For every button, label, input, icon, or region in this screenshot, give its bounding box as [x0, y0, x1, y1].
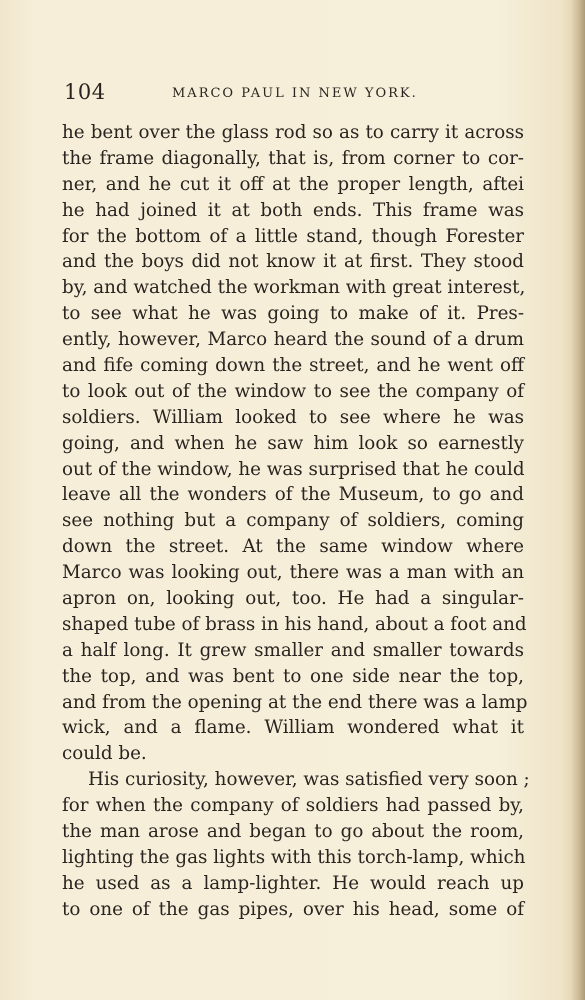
page-edge-shadow — [571, 0, 585, 1000]
text-line: for when the company of soldiers had passed by, — [62, 795, 524, 817]
text-line: the frame diagonally, that is, from corner to cor- — [62, 147, 524, 169]
text-line: to see what he was going to make of it. Pres- — [62, 303, 524, 325]
text-line: to look out of the window to see the company of — [62, 380, 524, 402]
text-line: to one of the gas pipes, over his head, some of — [62, 898, 524, 920]
text-line: Marco was looking out, there was a man with an — [62, 562, 524, 584]
text-line: could be. — [62, 743, 147, 765]
text-line: and from the opening at the end there was a lamp — [62, 691, 528, 713]
page-number: 104 — [64, 80, 106, 104]
text-line: ently, however, Marco heard the sound of a drum — [62, 329, 524, 351]
text-line: wick, and a flame. William wondered what it — [62, 717, 524, 739]
text-line: lighting the gas lights with this torch-lamp, which — [62, 846, 526, 868]
text-line: going, and when he saw him look so earnestly — [62, 432, 524, 454]
running-head: MARCO PAUL IN NEW YORK. — [172, 86, 418, 101]
text-line: and fife coming down the street, and he went off — [62, 355, 524, 377]
body-text — [62, 120, 530, 923]
text-line: the man arose and began to go about the room, — [62, 821, 524, 843]
text-line: His curiosity, however, was satisfied very soon ; — [88, 769, 530, 791]
text-line: he used as a lamp-lighter. He would reach up — [62, 872, 524, 894]
text-line: soldiers. William looked to see where he was — [62, 406, 524, 428]
text-line: and the boys did not know it at first. They stood — [62, 251, 524, 273]
text-line: down the street. At the same window where — [62, 536, 524, 558]
text-line: leave all the wonders of the Museum, to go and — [62, 484, 524, 506]
text-line: a half long. It grew smaller and smaller towards — [62, 639, 524, 661]
text-line: see nothing but a company of soldiers, coming — [62, 510, 524, 532]
text-line: ner, and he cut it off at the proper length, aftei — [62, 173, 524, 195]
text-line: for the bottom of a little stand, though Forester — [62, 225, 524, 247]
text-line: he bent over the glass rod so as to carry it across — [62, 122, 524, 143]
text-line: shaped tube of brass in his hand, about a foot and — [62, 613, 527, 635]
text-line: by, and watched the workman with great interest, — [62, 277, 526, 299]
page-header — [64, 80, 534, 106]
text-line: out of the window, he was surprised that he could — [62, 458, 525, 480]
text-line: apron on, looking out, too. He had a singular- — [62, 588, 524, 610]
text-line: the top, and was bent to one side near the top, — [62, 665, 524, 687]
text-line: he had joined it at both ends. This frame was — [62, 199, 524, 221]
